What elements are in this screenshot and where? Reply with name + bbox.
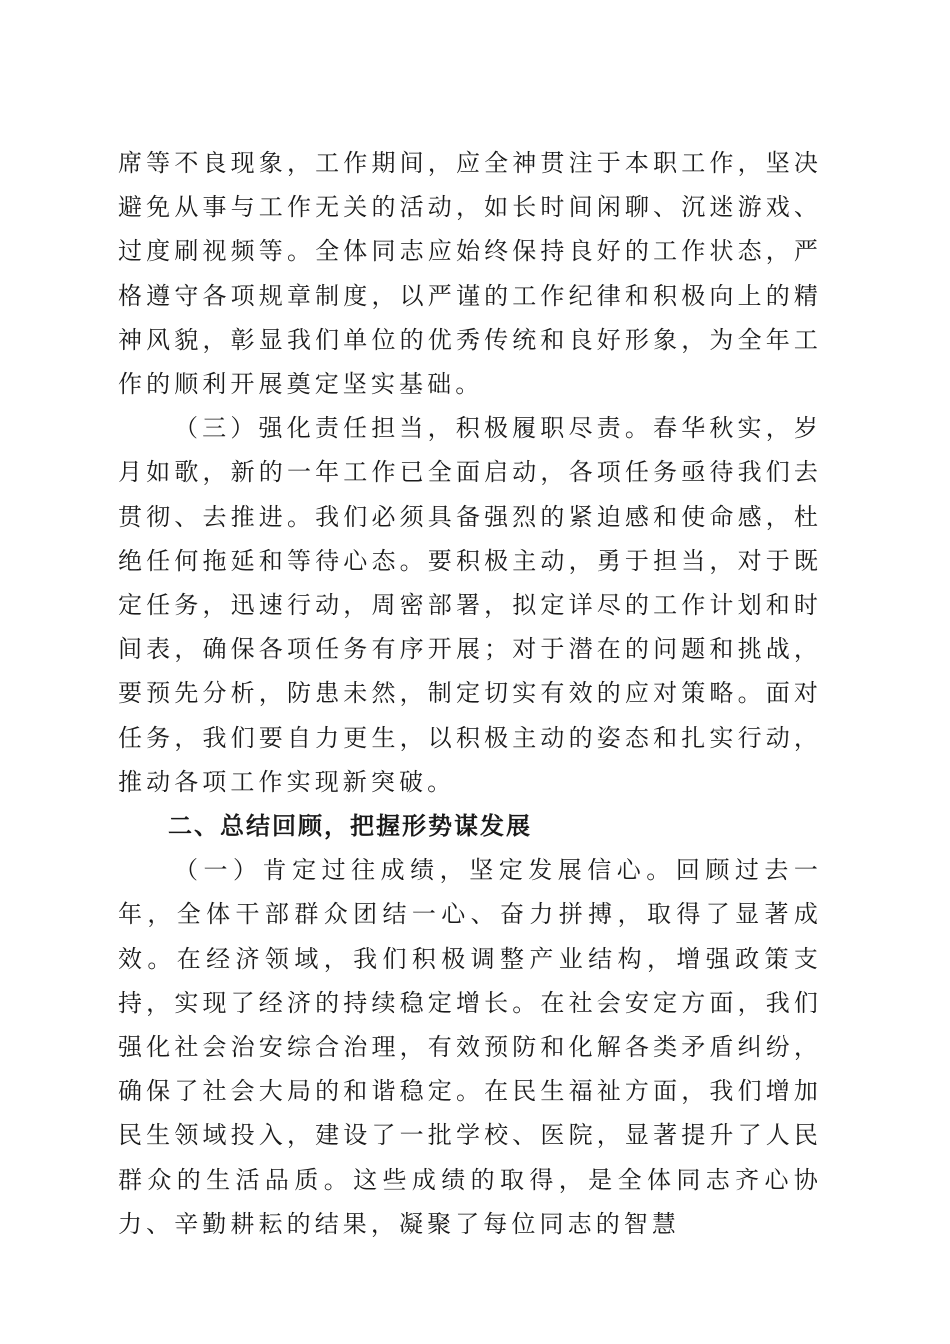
paragraph-lead-achievements: （一）肯定过往成绩，坚定发展信心。 bbox=[174, 856, 676, 885]
section-heading-review: 二、总结回顾，把握形势谋发展 bbox=[168, 812, 532, 841]
paragraph-body-responsibility: 春华秋实，岁月如歌，新的一年工作已全面启动，各项任务亟待我们去贯彻、去推进。我们必须具备强烈的紧迫感和使命感，杜绝任何拖延和等待心态。要积极主动，勇于担当，对于既定任务，迅速行动，周密部署，拟定详尽的工作计划和时间表，确保各项任务有序开展；对于潜在的问题和挑战，要预先分析，防患未然，制定切实有效的应对策略。面对任务，我们要自力更生，以积极主动的姿态和扎实行动，推动各项工作实现新突破。 bbox=[118, 414, 822, 796]
paragraph-body-achievements: 回顾过去一年，全体干部群众团结一心、奋力拼搏，取得了显著成效。在经济领域，我们积极调整产业结构，增强政策支持，实现了经济的持续稳定增长。在社会安定方面，我们强化社会治安综合治理，有效预防和化解各类矛盾纠纷，确保了社会大局的和谐稳定。在民生福祉方面，我们增加民生领域投入，建设了一批学校、医院，显著提升了人民群众的生活品质。这些成绩的取得，是全体同志齐心协力、辛勤耕耘的结果，凝聚了每位同志的智慧 bbox=[118, 856, 823, 1238]
paragraph-achievements bbox=[118, 848, 822, 1246]
paragraph-lead-responsibility: （三）强化责任担当，积极履职尽责。 bbox=[174, 414, 654, 443]
paragraph-work-discipline: 席等不良现象，工作期间，应全神贯注于本职工作，坚决避免从事与工作无关的活动，如长时间闲聊、沉迷游戏、过度刷视频等。全体同志应始终保持良好的工作状态，严格遵守各项规章制度，以严谨的工作纪律和积极向上的精神风貌，彰显我们单位的优秀传统和良好形象，为全年工作的顺利开展奠定坚实基础。 bbox=[118, 149, 822, 399]
paragraph-responsibility bbox=[118, 406, 822, 804]
